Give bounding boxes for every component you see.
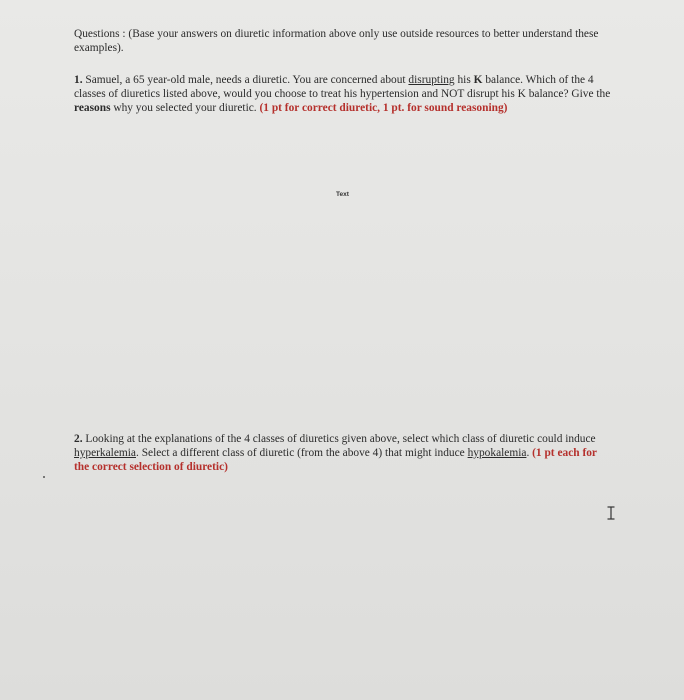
question-1-text-part4: why you selected your diuretic. — [110, 102, 260, 114]
hyperkalemia-underlined: hyperkalemia — [74, 447, 136, 459]
questions-heading: Questions : — [74, 28, 126, 40]
answer-text-label[interactable]: Text — [336, 191, 349, 198]
question-2-text-part2: . Select a different class of diuretic (from the above 4) that might induce — [136, 447, 468, 459]
question-1-text-part3: balance. Which of the 4 classes of diuretics listed above, would you choose to treat his hypertension and NOT disrupt his K balance? Give the — [74, 74, 611, 100]
question-2-number: 2. — [74, 433, 83, 445]
disrupting-underlined: disrupting — [408, 74, 455, 86]
question-2-text-part3: . — [526, 447, 533, 459]
instructions-paragraph — [74, 27, 604, 55]
text-cursor-icon — [606, 506, 616, 520]
instructions-text: (Base your answers on diuretic information above only use outside resources to better understand these examples). — [74, 28, 599, 54]
stray-mark-dot — [43, 476, 45, 478]
question-2 — [74, 432, 614, 474]
question-1 — [74, 73, 614, 115]
question-1-text-part1: Samuel, a 65 year-old male, needs a diuretic. You are concerned about — [82, 74, 409, 86]
k-bold: K — [473, 74, 483, 86]
question-2-text-part1: Looking at the explanations of the 4 classes of diuretics given above, select which class of diuretic could induce — [82, 433, 596, 445]
question-1-text-part2: his — [454, 74, 474, 86]
reasons-bold: reasons — [74, 102, 111, 114]
question-2-points: (1 pt each for the correct selection of diuretic) — [74, 447, 597, 473]
question-1-number: 1. — [74, 74, 83, 86]
hypokalemia-underlined: hypokalemia — [467, 447, 527, 459]
question-1-points: (1 pt for correct diuretic, 1 pt. for sound reasoning) — [259, 102, 508, 114]
